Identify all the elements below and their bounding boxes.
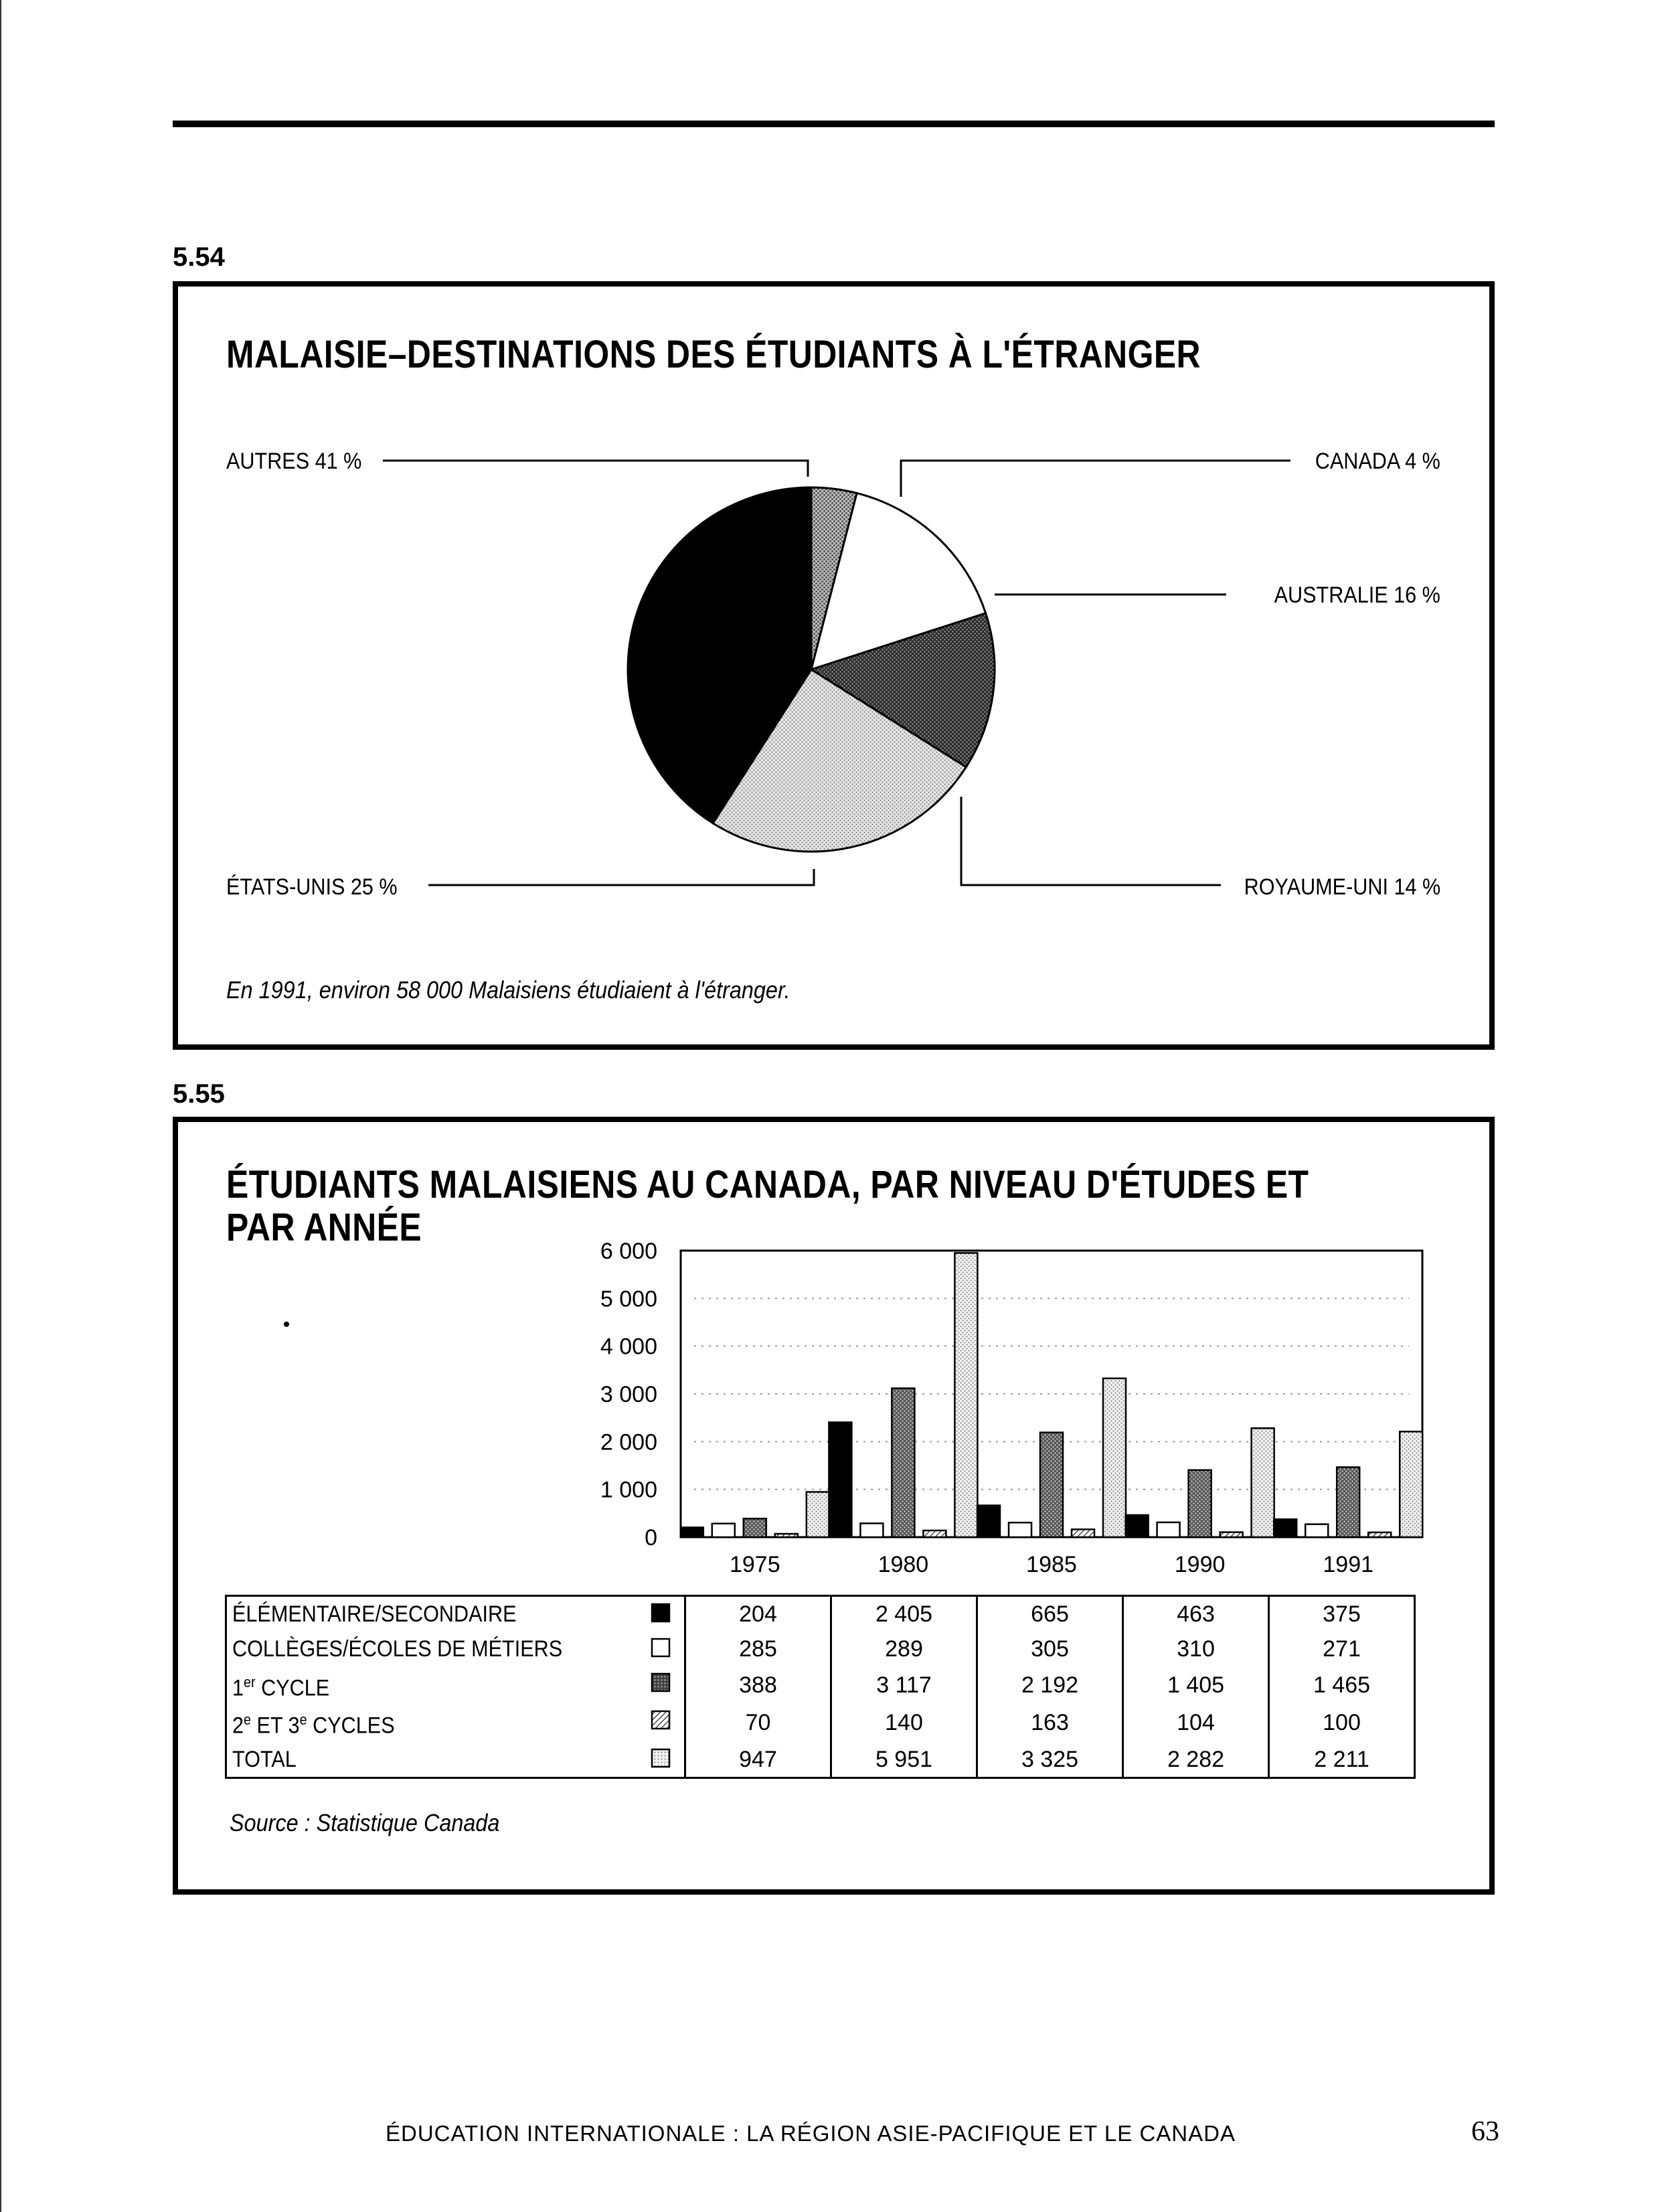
- row-label: COLLÈGES/ÉCOLES DE MÉTIERS: [232, 1636, 563, 1662]
- legend-swatch: [651, 1603, 671, 1623]
- table-cell: 2 192: [977, 1666, 1123, 1704]
- table-cell: 1 465: [1313, 1672, 1371, 1698]
- bar-1985-series-3: [1040, 1433, 1063, 1537]
- x-tick-label-1990: 1990: [1174, 1552, 1226, 1577]
- page-edge-line: [0, 0, 1, 2212]
- table-cell: 2 405: [831, 1596, 977, 1632]
- label-royaume-uni: ROYAUME-UNI 14 %: [1244, 874, 1440, 900]
- leader-canada: [901, 461, 1290, 497]
- leader-autres: [383, 461, 808, 477]
- figure-number-5-55: 5.55: [173, 1079, 225, 1109]
- y-tick-label: 5 000: [600, 1286, 657, 1312]
- x-tick-label-1985: 1985: [1026, 1552, 1077, 1577]
- y-tick-label: 6 000: [600, 1239, 657, 1264]
- table-cell: 204: [685, 1596, 831, 1632]
- leader-royaume-uni: [961, 797, 1221, 885]
- legend-swatch: [651, 1672, 671, 1692]
- table-cell: 947: [685, 1742, 831, 1778]
- bar-1980-series-5: [954, 1253, 977, 1537]
- bar-1980-series-4: [923, 1530, 946, 1537]
- bar-1991-series-4: [1368, 1532, 1391, 1537]
- figure-number-5-54: 5.54: [173, 242, 225, 272]
- label-autres: AUTRES 41 %: [226, 449, 362, 474]
- table-cell: 310: [1123, 1632, 1269, 1666]
- table-row: [226, 1596, 1415, 1632]
- bar-1985-series-1: [977, 1506, 1000, 1537]
- pie-chart-title: MALAISIE–DESTINATIONS DES ÉTUDIANTS À L'ÉTRANGER: [226, 333, 1201, 376]
- table-row: [226, 1704, 1415, 1741]
- bar-1990-series-4: [1220, 1532, 1243, 1537]
- bar-1991-series-3: [1337, 1467, 1359, 1537]
- table-cell: 375: [1323, 1601, 1361, 1627]
- legend-swatch: [651, 1748, 671, 1768]
- table-cell: 665: [977, 1596, 1123, 1632]
- table-cell: 305: [977, 1632, 1123, 1666]
- table-cell: 3 325: [977, 1742, 1123, 1778]
- bar-1991-series-1: [1274, 1519, 1297, 1537]
- table-cell: 388: [685, 1666, 831, 1704]
- table-row: [226, 1632, 1415, 1666]
- pie-note: En 1991, environ 58 000 Malaisiens étudiaient à l'étranger.: [226, 976, 790, 1004]
- table-cell: 100: [1323, 1710, 1361, 1736]
- bar-1985-series-5: [1103, 1378, 1126, 1537]
- table-cell: 140: [831, 1704, 977, 1741]
- table-cell: 163: [977, 1704, 1123, 1741]
- bar-1975-series-5: [807, 1492, 829, 1537]
- bar-chart-title-line1: ÉTUDIANTS MALAISIENS AU CANADA, PAR NIVEAU D'ÉTUDES ET: [226, 1163, 1309, 1206]
- bar-1990-series-5: [1252, 1428, 1274, 1537]
- table-cell: 5 951: [831, 1742, 977, 1778]
- bar-1975-series-4: [775, 1534, 798, 1537]
- leader-etats-unis: [428, 869, 814, 885]
- bar-1985-series-4: [1072, 1529, 1094, 1537]
- table-cell: 285: [685, 1632, 831, 1666]
- table-cell: 1 405: [1123, 1666, 1269, 1704]
- x-tick-label-1991: 1991: [1323, 1552, 1374, 1577]
- bar-1990-series-2: [1157, 1522, 1180, 1537]
- bar-chart-title-line2: PAR ANNÉE: [226, 1206, 422, 1249]
- row-label-cell: [226, 1704, 685, 1741]
- row-label-cell: [226, 1596, 685, 1632]
- y-tick-label: 0: [645, 1525, 657, 1551]
- pie-chart: [0, 0, 1668, 1071]
- data-table-wrapper: [225, 1595, 1416, 1779]
- y-tick-label: 2 000: [600, 1429, 657, 1455]
- table-row: [226, 1666, 1415, 1704]
- bar-1980-series-3: [892, 1389, 914, 1537]
- data-table: [225, 1595, 1416, 1779]
- row-label: 1er CYCLE: [232, 1674, 330, 1701]
- y-tick-label: 4 000: [600, 1334, 657, 1360]
- legend-swatch: [651, 1638, 671, 1658]
- y-tick-label: 1 000: [600, 1477, 657, 1503]
- footer-text: ÉDUCATION INTERNATIONALE : LA RÉGION ASIE-PACIFIQUE ET LE CANADA: [386, 2121, 1236, 2146]
- bar-1980-series-1: [829, 1422, 851, 1537]
- x-tick-label-1980: 1980: [878, 1552, 929, 1577]
- bar-1991-series-5: [1400, 1431, 1422, 1537]
- table-cell: 104: [1123, 1704, 1269, 1741]
- page-number: 63: [1471, 2116, 1499, 2147]
- bar-1990-series-3: [1189, 1470, 1212, 1537]
- bar-1990-series-1: [1126, 1515, 1149, 1537]
- row-label-cell: [226, 1742, 685, 1778]
- row-label-cell: [226, 1632, 685, 1666]
- row-label: 2e ET 3e CYCLES: [232, 1711, 395, 1739]
- table-cell: 289: [831, 1632, 977, 1666]
- table-cell: 2 282: [1123, 1742, 1269, 1778]
- table-cell: 463: [1123, 1596, 1269, 1632]
- bar-chart: [0, 1205, 1668, 1607]
- row-label: ÉLÉMENTAIRE/SECONDAIRE: [232, 1601, 517, 1627]
- bar-1991-series-2: [1305, 1524, 1328, 1537]
- bar-1980-series-2: [860, 1523, 883, 1537]
- bar-1975-series-2: [712, 1524, 735, 1537]
- y-tick-label: 3 000: [600, 1382, 657, 1407]
- row-label: TOTAL: [232, 1746, 297, 1772]
- x-tick-label-1975: 1975: [729, 1552, 780, 1577]
- table-cell: 70: [685, 1704, 831, 1741]
- bar-1985-series-2: [1009, 1522, 1031, 1537]
- legend-swatch: [651, 1710, 671, 1730]
- source-note: Source : Statistique Canada: [230, 1809, 500, 1836]
- table-cell: 2 211: [1314, 1746, 1369, 1772]
- label-australie: AUSTRALIE 16 %: [1274, 582, 1440, 608]
- row-label-cell: [226, 1666, 685, 1704]
- table-row: [226, 1742, 1415, 1778]
- label-etats-unis: ÉTATS-UNIS 25 %: [226, 874, 398, 900]
- label-canada: CANADA 4 %: [1315, 449, 1440, 474]
- bar-1975-series-3: [744, 1518, 766, 1537]
- table-cell: 271: [1323, 1636, 1361, 1662]
- table-cell: 3 117: [831, 1666, 977, 1704]
- bar-1975-series-1: [681, 1527, 703, 1537]
